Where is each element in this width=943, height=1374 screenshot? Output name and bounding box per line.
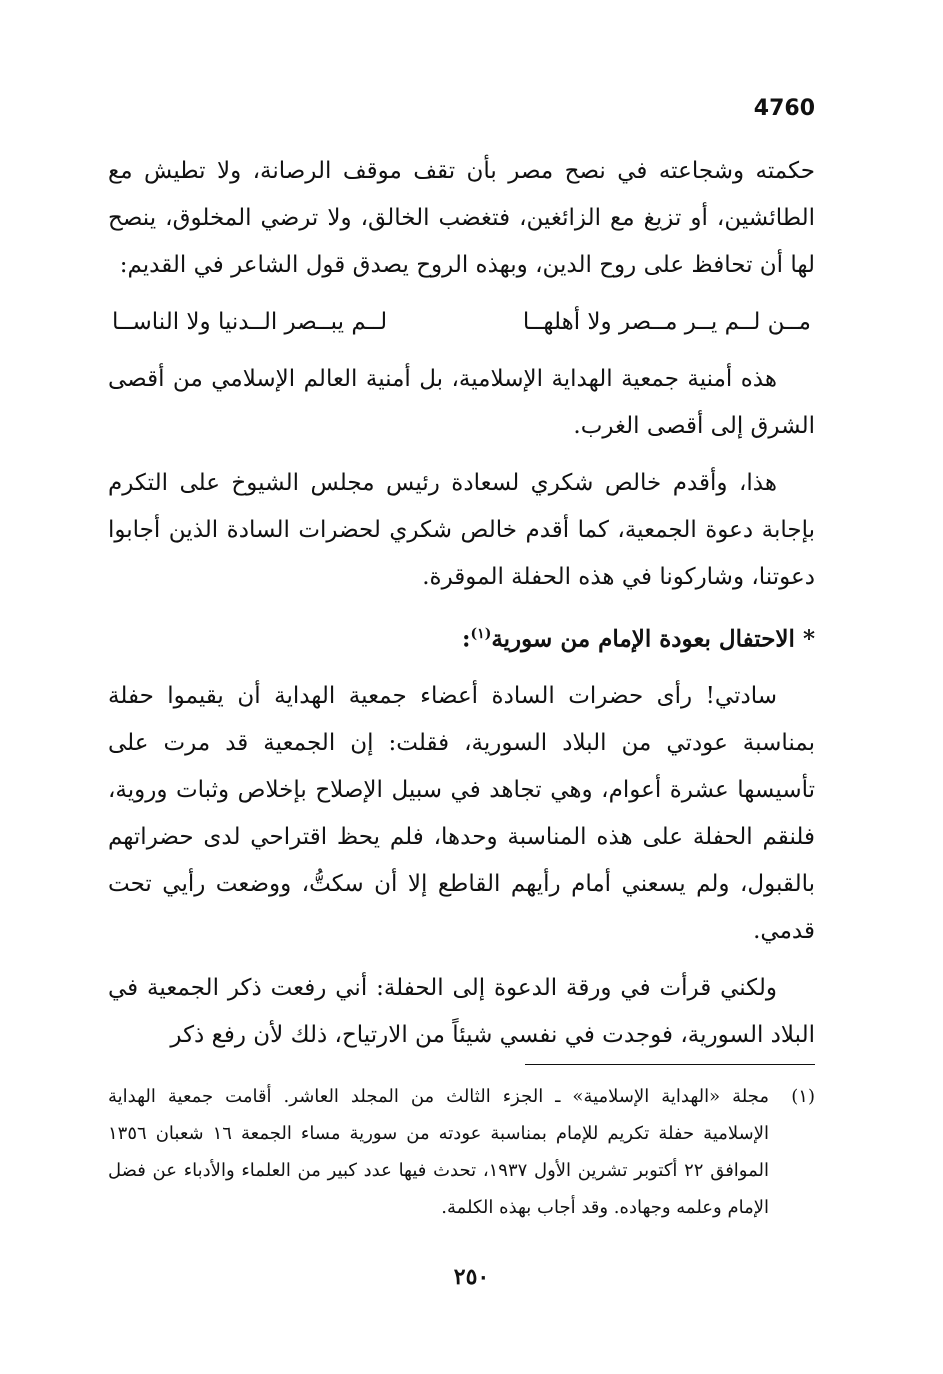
poetry-verse <box>108 299 815 346</box>
verse-second-hemistich: لــم يبــصر الــدنيا ولا الناســا <box>112 309 388 335</box>
footnote <box>108 1078 815 1226</box>
paragraph: سادتي! رأى حضرات السادة أعضاء جمعية الهداية أن يقيموا حفلة بمناسبة عودتي من البلاد السورية، فقلت: إن الجمعية قد مرت على تأسيسها عشرة أعوام، وهي تجاهد في سبيل الإصلاح بإخلاص وثبات وروية، فلنقم الحفلة على هذه المناسبة وحدها، فلم يحظ اقتراحي لدى حضراتهم بالقبول، ولم يسعني أمام رأيهم القاطع إلا أن سكتُّ، ووضعت رأيي تحت قدمي. <box>108 682 815 944</box>
section-heading <box>108 611 815 663</box>
footnote-separator <box>525 1064 815 1065</box>
footnote-text: مجلة «الهداية الإسلامية» ـ الجزء الثالث من المجلد العاشر. أقامت جمعية الهداية الإسلامية حفلة تكريم للإمام بمناسبة عودته من سورية مساء الجمعة ١٦ شعبان ١٣٥٦ الموافق ٢٢ أكتوبر تشرين الأول ١٩٣٧، تحدث فيها عدد كبير من العلماء والأدباء عن فضل الإمام وعلمه وجهاده. وقد أجاب بهذه الكلمة. <box>108 1086 769 1218</box>
main-text <box>108 148 815 1069</box>
heading-text: الاحتفال بعودة الإمام من سورية <box>491 625 795 653</box>
page-number: ٢٥٠ <box>453 1264 490 1290</box>
paragraph: هذا، وأقدم خالص شكري لسعادة رئيس مجلس الشيوخ على التكرم بإجابة دعوة الجمعية، كما أقدم خالص شكري لحضرات السادة الذين أجابوا دعوتنا، وشاركونا في هذه الحفلة الموقرة. <box>108 470 815 590</box>
paragraph: هذه أمنية جمعية الهداية الإسلامية، بل أمنية العالم الإسلامي من أقصى الشرق إلى أقصى الغرب. <box>108 366 815 439</box>
paragraph: ولكني قرأت في ورقة الدعوة إلى الحفلة: أني رفعت ذكر الجمعية في البلاد السورية، فوجدت في نفسي شيئاً من الارتياح، ذلك لأن رفع ذكر <box>108 974 815 1048</box>
paragraph: حكمته وشجاعته في نصح مصر بأن تقف موقف الرصانة، ولا تطيش مع الطائشين، أو تزيغ مع الزائغين، فتغضب الخالق، ولا ترضي المخلوق، ينصح لها أن تحافظ على روح الدين، وبهذه الروح يصدق قول الشاعر في القديم: <box>108 158 815 278</box>
verse-first-hemistich: مــن لــم يــر مــصر ولا أهلهــا <box>522 309 811 335</box>
heading-marker: * <box>802 625 815 653</box>
footnote-number: (١) <box>791 1086 815 1107</box>
heading-colon: : <box>462 625 471 653</box>
footnote-reference: (١) <box>470 626 492 642</box>
page-id: 4760 <box>753 96 815 121</box>
